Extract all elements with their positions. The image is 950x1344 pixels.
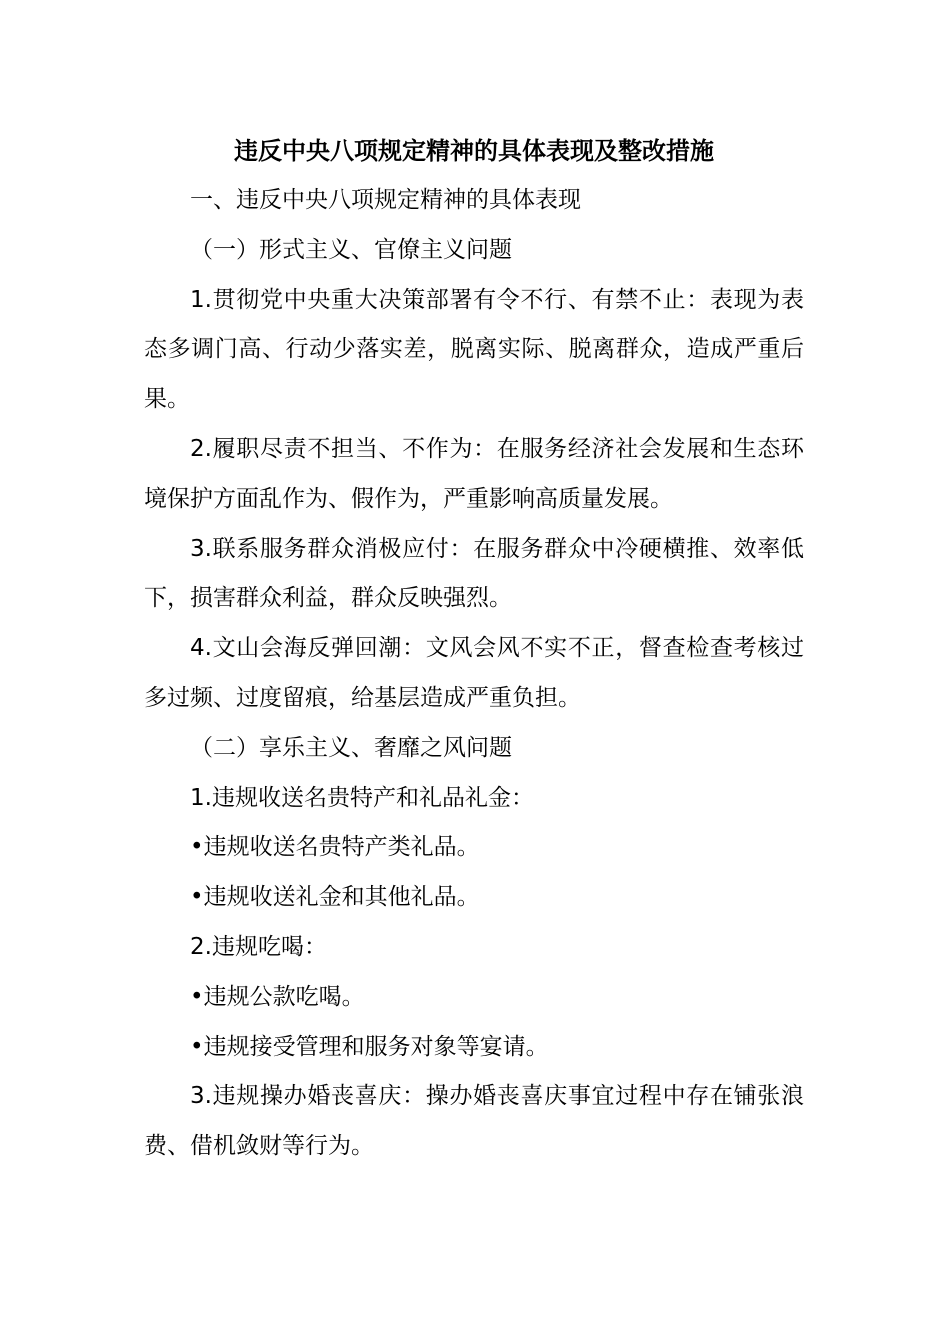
bullet-item: •违规收送礼金和其他礼品。 [190, 884, 480, 911]
paragraph: 2.履职尽责不担当、不作为：在服务经济社会发展和生态环境保护方面乱作为、假作为，严重影响高质量发展。 [144, 435, 804, 512]
paragraph: 3.联系服务群众消极应付：在服务群众中冷硬横推、效率低下，损害群众利益，群众反映强烈。 [144, 535, 804, 612]
paragraph: 3.违规操办婚丧喜庆：操办婚丧喜庆事宜过程中存在铺张浪费、借机敛财等行为。 [144, 1083, 804, 1160]
subsection-heading: （二）享乐主义、奢靡之风问题 [190, 734, 512, 761]
paragraph: 4.文山会海反弹回潮：文风会风不实不正，督查检查考核过多过频、过度留痕，给基层造成严重负担。 [144, 635, 804, 711]
paragraph: 2.违规吃喝： [190, 933, 327, 960]
subsection-heading: （一）形式主义、官僚主义问题 [190, 236, 512, 263]
bullet-item: •违规收送名贵特产类礼品。 [190, 834, 480, 861]
paragraph: 1.违规收送名贵特产和礼品礼金： [190, 784, 534, 811]
bullet-item: •违规公款吃喝。 [190, 983, 365, 1010]
section-heading: 一、违反中央八项规定精神的具体表现 [190, 187, 581, 213]
document-title: 违反中央八项规定精神的具体表现及整改措施 [234, 137, 714, 165]
paragraph: 1.贯彻党中央重大决策部署有令不行、有禁不止：表现为表态多调门高、行动少落实差，脱离实际、脱离群众，造成严重后果。 [144, 286, 804, 413]
document-page [144, 126, 804, 1172]
bullet-item: •违规接受管理和服务对象等宴请。 [190, 1033, 549, 1060]
